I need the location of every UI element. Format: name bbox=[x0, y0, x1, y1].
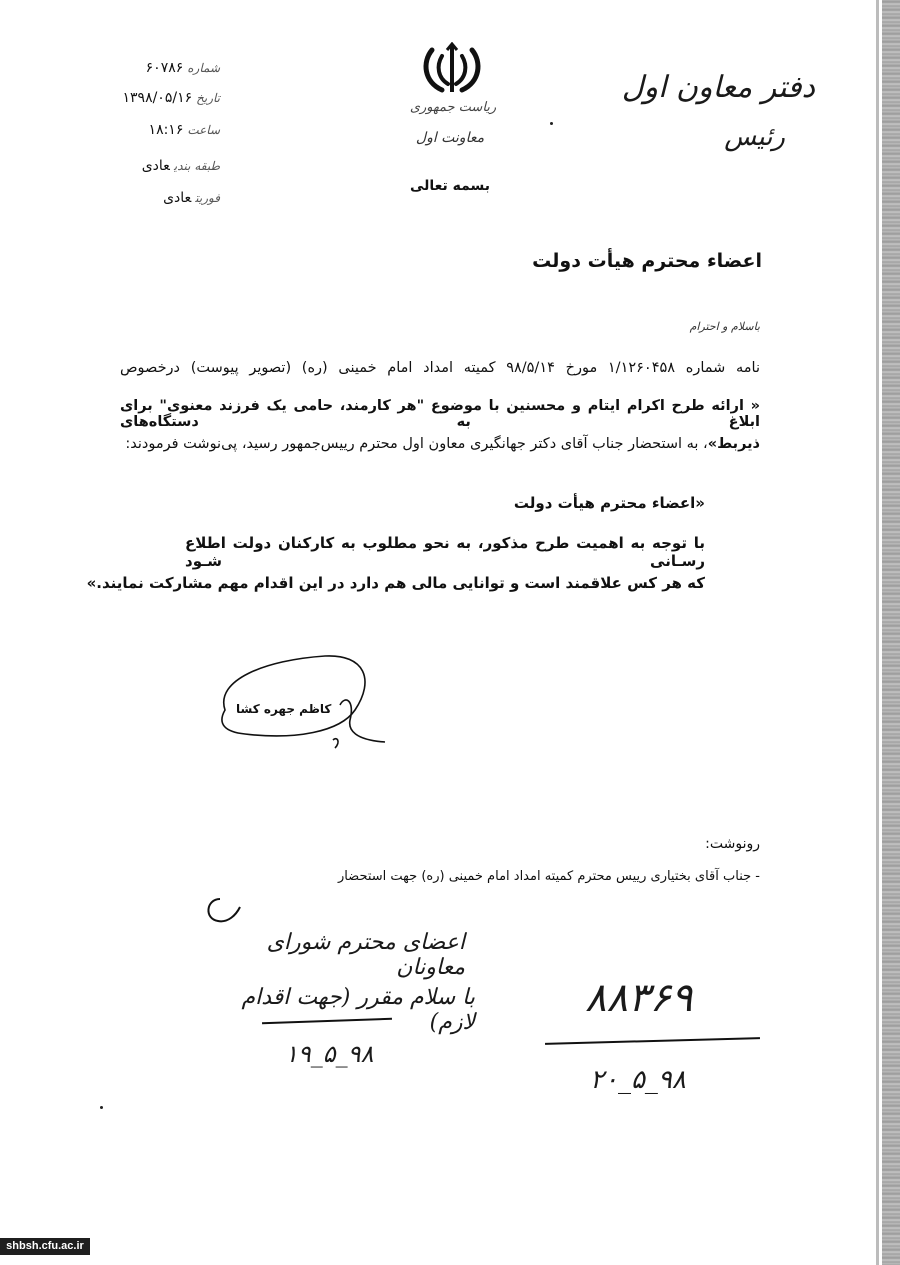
body-line-3-rest: ، به استحضار جناب آقای دکتر جهانگیری معاون اول محترم رییس‌جمهور رسید، پی‌نوشت فرمودند: bbox=[125, 436, 708, 452]
meta-time bbox=[149, 122, 220, 138]
meta-date-value: ۱۳۹۸/۰۵/۱۶ bbox=[122, 90, 193, 106]
meta-time-value: ۱۸:۱۶ bbox=[148, 122, 184, 138]
registration-number: ۸۸۳۶۹ bbox=[585, 975, 693, 1021]
scan-edge bbox=[882, 0, 900, 1265]
meta-number-value: ۶۰۷۸۶ bbox=[145, 60, 184, 76]
body-line-3 bbox=[120, 436, 760, 452]
meta-classification bbox=[142, 158, 220, 174]
annotation-note-date: ۹۸_۵_۱۹ bbox=[285, 1040, 374, 1068]
meta-classification-label: طبقه بندی bbox=[173, 159, 220, 173]
cc-title: رونوشت: bbox=[705, 836, 760, 852]
registration-divider bbox=[545, 1037, 760, 1045]
emblem bbox=[420, 42, 484, 96]
body-line-1: نامه شماره ۱/۱۲۶۰۴۵۸ مورخ ۹۸/۵/۱۴ کمیته امداد امام خمینی (ره) (تصویر پیوست) درخصوص bbox=[120, 360, 760, 376]
body-line-2: « ارائه طرح اکرام ایتام و محسنین با موضوع "هر کارمند، حامی یک فرزند معنوی" برای ابلاغ به دستگاه‌های bbox=[120, 398, 760, 430]
annotation-note-line-2: با سلام مقرر (جهت اقدام لازم) bbox=[241, 985, 475, 1035]
quote-title: «اعضاء محترم هیأت دولت bbox=[513, 494, 705, 512]
meta-priority-value: عادی bbox=[163, 190, 192, 206]
site-watermark: shbsh.cfu.ac.ir bbox=[0, 1238, 90, 1255]
meta-classification-value: عادی bbox=[141, 158, 170, 174]
meta-number bbox=[146, 60, 220, 76]
office-subtitle-handwritten: رئیس bbox=[724, 122, 785, 152]
iran-emblem-icon bbox=[420, 42, 484, 96]
bismillah: بسمه تعالی bbox=[409, 178, 491, 194]
scan-dot bbox=[550, 122, 553, 125]
letter-meta bbox=[90, 60, 240, 220]
registration-date: ۹۸_۵_۲۰ bbox=[590, 1065, 686, 1095]
emblem-text-line2: معاونت اول bbox=[415, 130, 485, 146]
meta-time-label: ساعت bbox=[187, 123, 220, 137]
emblem-text-line1: ریاست جمهوری bbox=[409, 100, 497, 115]
meta-priority bbox=[163, 190, 220, 206]
addressee-heading: اعضاء محترم هیأت دولت bbox=[532, 250, 762, 272]
meta-number-label: شماره bbox=[187, 61, 220, 75]
salutation: باسلام و احترام bbox=[689, 320, 760, 333]
scan-dot-2 bbox=[100, 1106, 103, 1109]
meta-priority-label: فوریت bbox=[195, 191, 220, 205]
handwritten-check-icon bbox=[200, 895, 244, 931]
signature-name: کاظم جهره کشا bbox=[236, 702, 332, 716]
cc-item: - جناب آقای بختیاری رییس محترم کمیته امداد امام خمینی (ره) جهت استحضار bbox=[337, 869, 760, 884]
quote-line-1: با توجه به اهمیت طرح مذکور، به نحو مطلوب به کارکنان دولت اطلاع رسـانی شـود bbox=[185, 534, 705, 570]
body-line-3-bold: ذیربط» bbox=[707, 436, 760, 452]
meta-date bbox=[123, 90, 220, 106]
meta-date-label: تاریخ bbox=[196, 91, 220, 105]
annotation-note-line-1: اعضای محترم شورای معاونان bbox=[266, 930, 465, 980]
quote-line-2: که هر کس علاقمند است و توانایی مالی هم دارد در این اقدام مهم مشارکت نمایند.» bbox=[86, 574, 705, 592]
office-title-handwritten: دفتر معاون اول bbox=[621, 70, 815, 105]
